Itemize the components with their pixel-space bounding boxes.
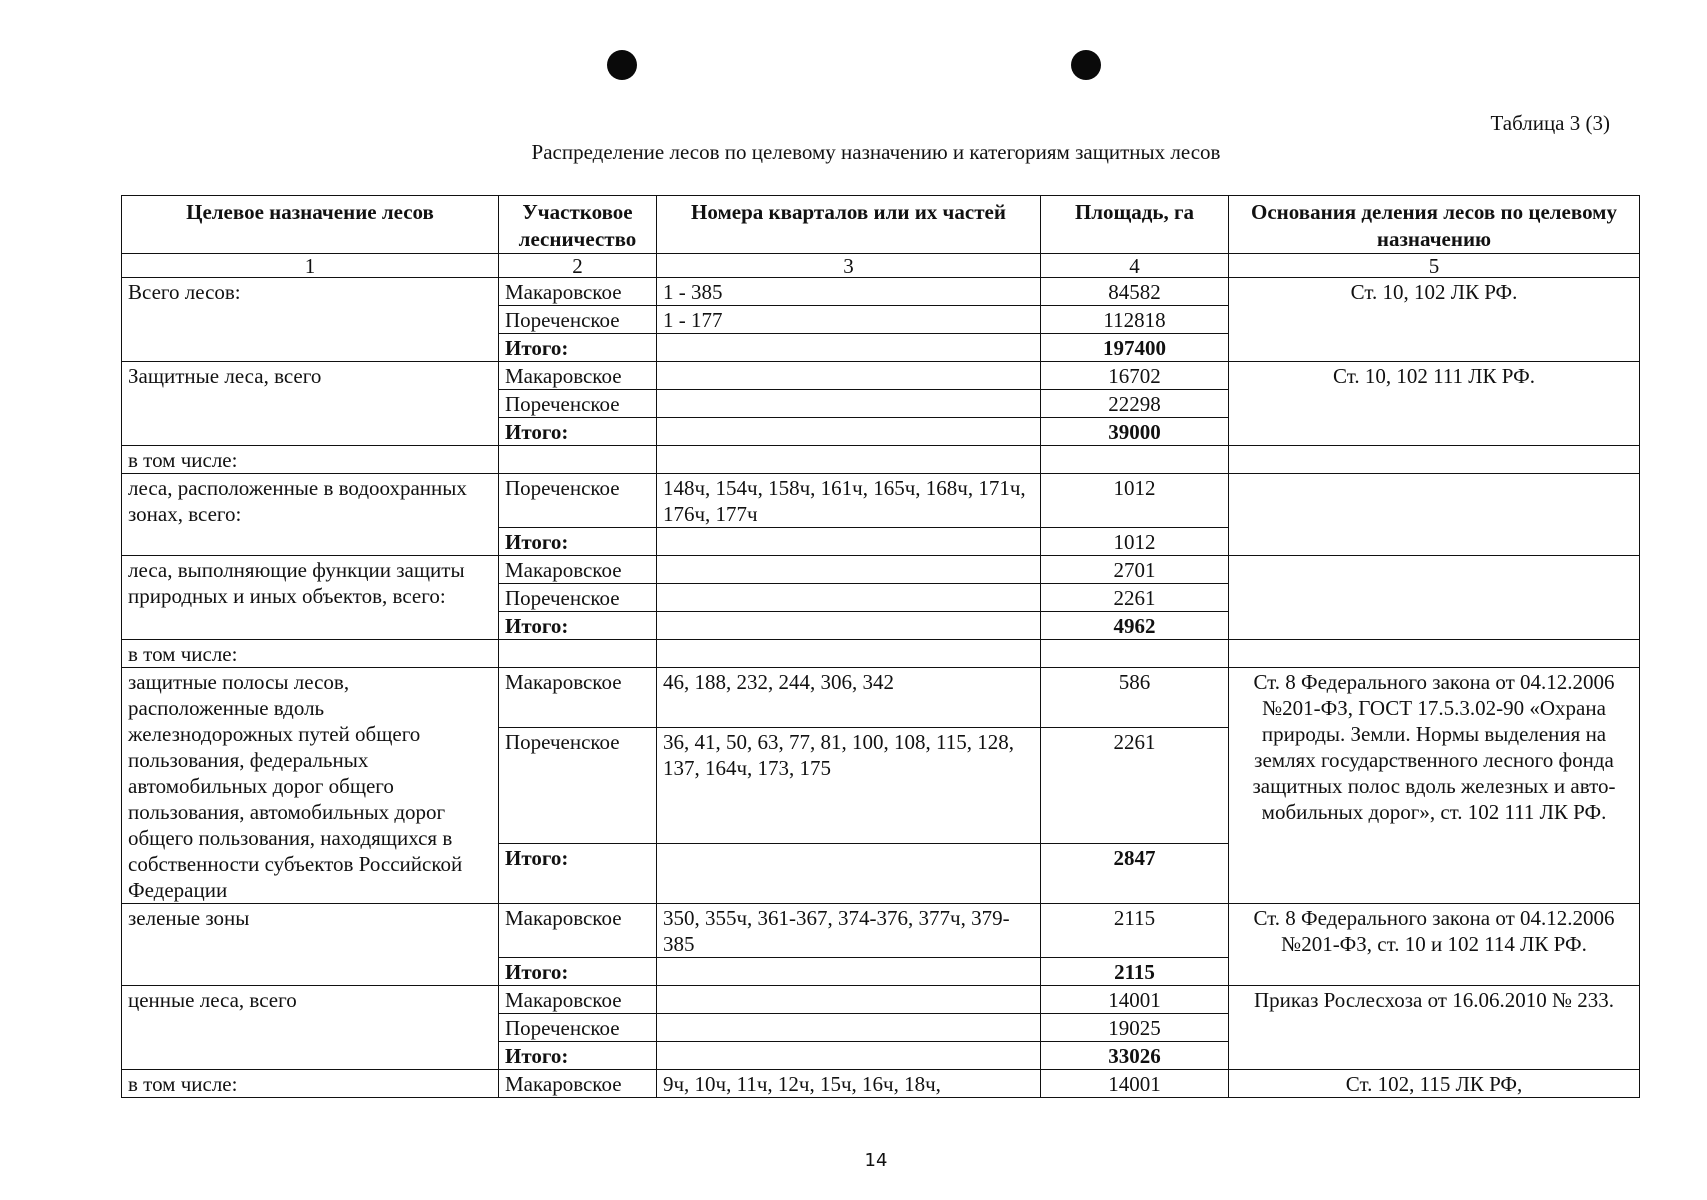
- column-number-row: [122, 254, 1640, 278]
- basis-cell: [1229, 474, 1640, 556]
- quarters-cell: [657, 556, 1041, 584]
- forest-distribution-table: [121, 195, 1640, 1098]
- quarters-cell: [657, 612, 1041, 640]
- area-cell: 84582: [1041, 278, 1229, 306]
- area-cell: 2115: [1041, 904, 1229, 958]
- quarters-cell: [657, 334, 1041, 362]
- col-header-area: Площадь, га: [1041, 196, 1229, 254]
- purpose-cell: защитные полосы лесов, расположенные вдоль железнодорожных путей общего пользования, федеральных автомобильных дорог общего пользования, автомобильных дорог общего пользования, находящихся в собственности субъектов Российской Федерации: [122, 668, 499, 904]
- empty-cell: [1229, 446, 1640, 474]
- empty-cell: [657, 446, 1041, 474]
- basis-cell: Приказ Рослесхоза от 16.06.2010 № 233.: [1229, 986, 1640, 1070]
- purpose-cell: ценные леса, всего: [122, 986, 499, 1070]
- page-number: 14: [864, 1150, 888, 1171]
- col-number: 3: [657, 254, 1041, 278]
- table-row: [122, 640, 1640, 668]
- col-header-basis: Основания деления лесов по целевому назначению: [1229, 196, 1640, 254]
- forestry-total-label: Итого:: [499, 334, 657, 362]
- quarters-cell: 9ч, 10ч, 11ч, 12ч, 15ч, 16ч, 18ч,: [657, 1070, 1041, 1098]
- empty-cell: [1041, 446, 1229, 474]
- area-cell: 2261: [1041, 584, 1229, 612]
- basis-cell: Ст. 10, 102 111 ЛК РФ.: [1229, 362, 1640, 446]
- empty-cell: [499, 446, 657, 474]
- basis-cell: Ст. 8 Федерального закона от 04.12.2006 №201-ФЗ, ГОСТ 17.5.3.02-90 «Охрана природы. Земли. Нормы выделения на землях государственного лесного фонда защитных полос вдоль железных и авто-мобильных дорог», ст. 102 111 ЛК РФ.: [1229, 668, 1640, 904]
- purpose-cell: зеленые зоны: [122, 904, 499, 986]
- purpose-cell: в том числе:: [122, 1070, 499, 1098]
- forestry-cell: Макаровское: [499, 278, 657, 306]
- table-title: Распределение лесов по целевому назначению и категориям защитных лесов: [531, 140, 1221, 164]
- quarters-cell: [657, 1042, 1041, 1070]
- quarters-cell: 148ч, 154ч, 158ч, 161ч, 165ч, 168ч, 171ч, 176ч, 177ч: [657, 474, 1041, 528]
- quarters-cell: [657, 528, 1041, 556]
- quarters-cell: [657, 390, 1041, 418]
- area-total-cell: 2115: [1041, 958, 1229, 986]
- quarters-cell: [657, 843, 1041, 903]
- table-row: [122, 1070, 1640, 1098]
- area-cell: 1012: [1041, 474, 1229, 528]
- area-cell: 14001: [1041, 1070, 1229, 1098]
- basis-cell: [1229, 556, 1640, 640]
- forestry-total-label: Итого:: [499, 958, 657, 986]
- header-row: [122, 196, 1640, 254]
- forestry-total-label: Итого:: [499, 1042, 657, 1070]
- forestry-cell: Пореченское: [499, 474, 657, 528]
- empty-cell: [1041, 640, 1229, 668]
- basis-cell: Ст. 10, 102 ЛК РФ.: [1229, 278, 1640, 362]
- forestry-cell: Пореченское: [499, 306, 657, 334]
- table-row: [122, 474, 1640, 528]
- forestry-cell: Макаровское: [499, 556, 657, 584]
- area-total-cell: 33026: [1041, 1042, 1229, 1070]
- table-row: [122, 362, 1640, 390]
- punch-hole-right: [1071, 50, 1101, 80]
- table-row: [122, 668, 1640, 728]
- purpose-cell: леса, выполняющие функции защиты природных и иных объектов, всего:: [122, 556, 499, 640]
- quarters-cell: [657, 584, 1041, 612]
- purpose-cell: леса, расположенные в водоохранных зонах, всего:: [122, 474, 499, 556]
- forestry-cell: Пореченское: [499, 728, 657, 844]
- forestry-cell: Макаровское: [499, 1070, 657, 1098]
- area-cell: 586: [1041, 668, 1229, 728]
- area-total-cell: 197400: [1041, 334, 1229, 362]
- col-number: 1: [122, 254, 499, 278]
- area-cell: 14001: [1041, 986, 1229, 1014]
- forestry-total-label: Итого:: [499, 418, 657, 446]
- purpose-cell: в том числе:: [122, 640, 499, 668]
- quarters-cell: [657, 362, 1041, 390]
- forestry-total-label: Итого:: [499, 843, 657, 903]
- col-number: 4: [1041, 254, 1229, 278]
- area-cell: 16702: [1041, 362, 1229, 390]
- area-cell: 19025: [1041, 1014, 1229, 1042]
- quarters-cell: 350, 355ч, 361-367, 374-376, 377ч, 379-385: [657, 904, 1041, 958]
- punch-hole-left: [607, 50, 637, 80]
- area-total-cell: 4962: [1041, 612, 1229, 640]
- purpose-cell: Защитные леса, всего: [122, 362, 499, 446]
- empty-cell: [657, 640, 1041, 668]
- quarters-cell: 36, 41, 50, 63, 77, 81, 100, 108, 115, 128, 137, 164ч, 173, 175: [657, 728, 1041, 844]
- area-total-cell: 2847: [1041, 843, 1229, 903]
- forestry-cell: Макаровское: [499, 362, 657, 390]
- col-header-forestry: Участковое лесничество: [499, 196, 657, 254]
- forestry-total-label: Итого:: [499, 528, 657, 556]
- forestry-total-label: Итого:: [499, 612, 657, 640]
- purpose-cell: в том числе:: [122, 446, 499, 474]
- forestry-cell: Макаровское: [499, 986, 657, 1014]
- area-cell: 22298: [1041, 390, 1229, 418]
- forestry-cell: Пореченское: [499, 584, 657, 612]
- quarters-cell: 1 - 177: [657, 306, 1041, 334]
- purpose-cell: Всего лесов:: [122, 278, 499, 362]
- col-number: 2: [499, 254, 657, 278]
- quarters-cell: [657, 1014, 1041, 1042]
- quarters-cell: [657, 986, 1041, 1014]
- table-row: [122, 446, 1640, 474]
- basis-cell: Ст. 8 Федерального закона от 04.12.2006 №201-ФЗ, ст. 10 и 102 114 ЛК РФ.: [1229, 904, 1640, 986]
- area-cell: 2701: [1041, 556, 1229, 584]
- forestry-cell: Макаровское: [499, 668, 657, 728]
- quarters-cell: 46, 188, 232, 244, 306, 342: [657, 668, 1041, 728]
- forestry-cell: Макаровское: [499, 904, 657, 958]
- forestry-cell: Пореченское: [499, 1014, 657, 1042]
- empty-cell: [1229, 640, 1640, 668]
- empty-cell: [499, 640, 657, 668]
- col-number: 5: [1229, 254, 1640, 278]
- area-cell: 112818: [1041, 306, 1229, 334]
- area-cell: 2261: [1041, 728, 1229, 844]
- table-row: [122, 278, 1640, 306]
- forestry-cell: Пореченское: [499, 390, 657, 418]
- quarters-cell: [657, 418, 1041, 446]
- col-header-purpose: Целевое назначение лесов: [122, 196, 499, 254]
- table-row: [122, 904, 1640, 958]
- area-total-cell: 39000: [1041, 418, 1229, 446]
- col-header-quarters: Номера кварталов или их частей: [657, 196, 1041, 254]
- table-row: [122, 556, 1640, 584]
- area-total-cell: 1012: [1041, 528, 1229, 556]
- quarters-cell: [657, 958, 1041, 986]
- table-label: Таблица 3 (3): [1490, 111, 1610, 135]
- basis-cell: Ст. 102, 115 ЛК РФ,: [1229, 1070, 1640, 1098]
- quarters-cell: 1 - 385: [657, 278, 1041, 306]
- table-row: [122, 986, 1640, 1014]
